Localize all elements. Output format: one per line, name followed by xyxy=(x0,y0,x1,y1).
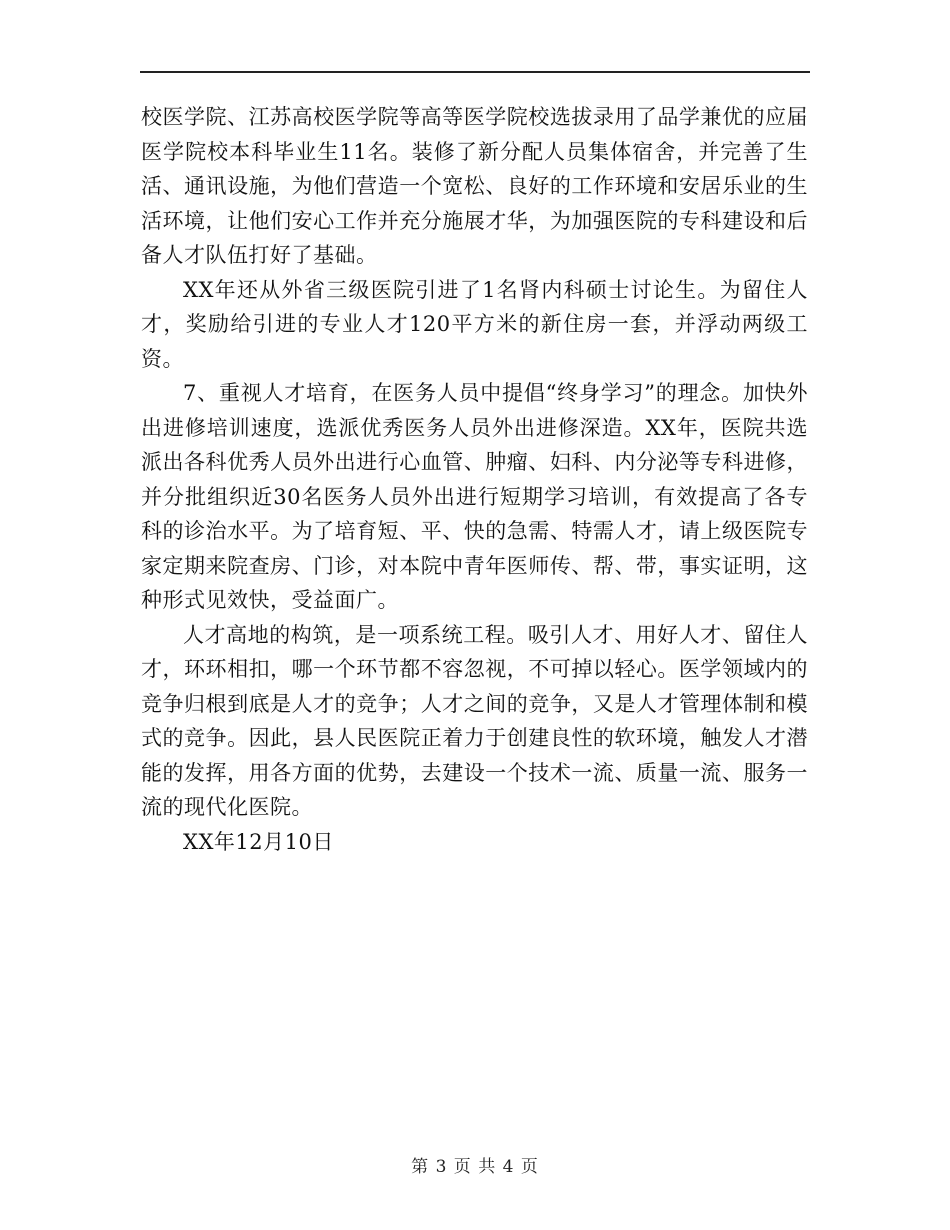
document-body xyxy=(141,100,808,859)
document-date: XX年12月10日 xyxy=(183,829,334,854)
paragraph-talent-introduction: XX年还从外省三级医院引进了1名肾内科硕士讨论生。为留住人才，奖励给引进的专业人才120平方米的新住房一套，并浮动两级工资。 xyxy=(141,277,808,371)
page-number-footer: 第 3 页 共 4 页 xyxy=(411,1157,539,1177)
paragraph-continued: 校医学院、江苏高校医学院等高等医学院校选拔录用了品学兼优的应届医学院校本科毕业生11名。装修了新分配人员集体宿舍，并完善了生活、通讯设施，为他们营造一个宽松、良好的工作环境和安居乐业的生活环境，让他们安心工作并充分施展才华，为加强医院的专科建设和后备人才队伍打好了基础。 xyxy=(141,105,808,267)
paragraph-talent-training: 7、重视人才培育，在医务人员中提倡“终身学习”的理念。加快外出进修培训速度，选派优秀医务人员外出进修深造。XX年，医院共选派出各科优秀人员外出进行心血管、肿瘤、妇科、内分泌等专科进修，并分批组织近30名医务人员外出进行短期学习培训，有效提高了各专科的诊治水平。为了培育短、平、快的急需、特需人才，请上级医院专家定期来院查房、门诊，对本院中青年医师传、帮、带，事实证明，这种形式见效快，受益面广。 xyxy=(141,381,808,612)
header-rule xyxy=(140,71,810,73)
paragraph-talent-highland: 人才高地的构筑，是一项系统工程。吸引人才、用好人才、留住人才，环环相扣，哪一个环节都不容忽视，不可掉以轻心。医学领域内的竞争归根到底是人才的竞争；人才之间的竞争，又是人才管理体制和模式的竞争。因此，县人民医院正着力于创建良性的软环境，触发人才潜能的发挥，用各方面的优势，去建设一个技术一流、质量一流、服务一流的现代化医院。 xyxy=(141,622,808,819)
